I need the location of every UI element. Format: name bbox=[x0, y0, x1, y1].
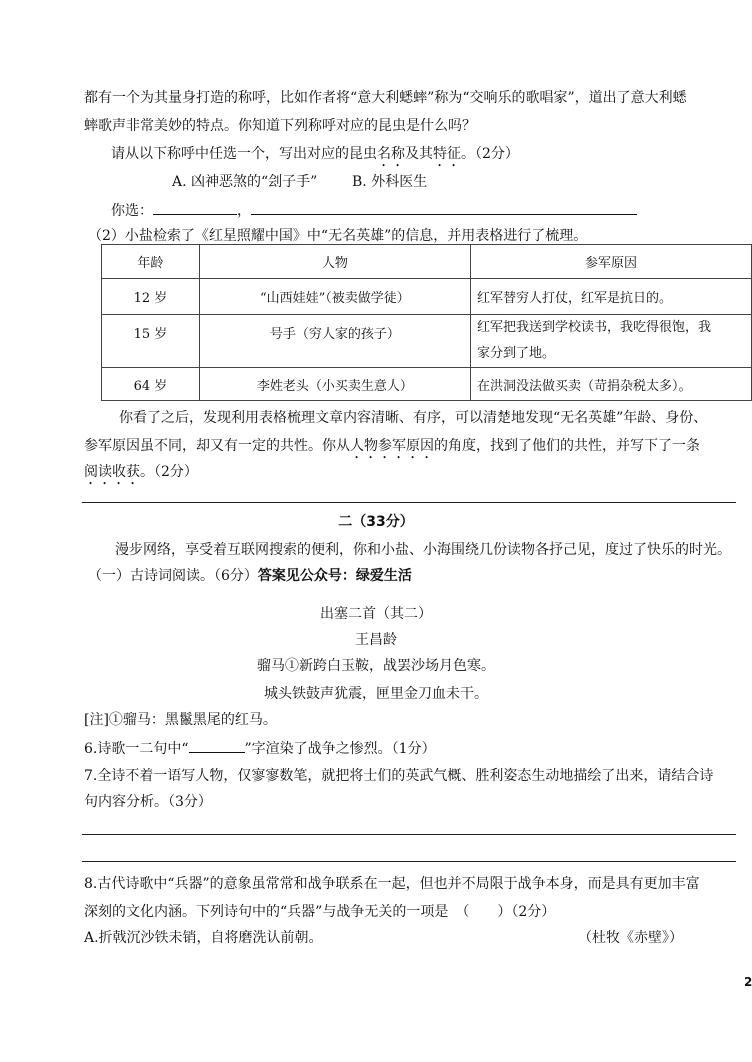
q2-para-3 bbox=[84, 462, 198, 488]
option-a: A. 凶神恶煞的“刽子手” bbox=[172, 174, 318, 190]
section-intro: 漫步网络，享受着互联网搜索的便利，你和小盐、小海围绕几份读物各抒己见，度过了快乐的时光。 bbox=[115, 542, 731, 558]
instruction-text-3: 。（2分） bbox=[461, 146, 519, 162]
cell-reason-line-2: 家分到了地。 bbox=[477, 346, 556, 361]
table-row bbox=[102, 368, 752, 401]
option-b: B. 外科医生 bbox=[352, 174, 428, 190]
sub-label-line bbox=[88, 566, 412, 586]
instruction-text-2: 及其 bbox=[405, 146, 433, 162]
table-row bbox=[102, 279, 752, 315]
instruction-emphasis-feature: 特征 bbox=[433, 146, 461, 162]
poem-line-2: 城头铁鼓声犹震，匣里金刀血未干。 bbox=[264, 686, 488, 702]
cell-person: “山西娃娃”（被卖做学徒） bbox=[199, 279, 470, 315]
cell-person: 号手（穷人家的孩子） bbox=[199, 315, 470, 368]
cell-reason-line-1: 红军把我送到学校读书，我吃得很饱，我 bbox=[477, 320, 712, 335]
q2-para-2-emphasis: 人物参军原因 bbox=[350, 438, 434, 454]
answer-line-1[interactable] bbox=[82, 834, 736, 835]
q2-text: （2）小盐检索了《红星照耀中国》中“无名英雄”的信息，并用表格进行了梳理。 bbox=[88, 228, 588, 244]
poem-line-1: 骝马①新跨白玉鞍，战罢沙场月色寒。 bbox=[257, 658, 495, 674]
instruction-emphasis-name: 名称 bbox=[377, 146, 405, 162]
sub-label: （一）古诗词阅读。（6分） bbox=[88, 568, 258, 584]
q2-para-2-text-2: 的角度，找到了他们的共性，并写下了一条 bbox=[434, 438, 700, 454]
q8-line-1: 8.古代诗歌中“兵器”的意象虽常常和战争联系在一起，但也并不局限于战争本身，而是具有更加丰富 bbox=[84, 876, 700, 892]
q2-para-1: 你看了之后，发现利用表格梳理文章内容清晰、有序，可以清楚地发现“无名英雄”年龄、身份、 bbox=[119, 410, 708, 426]
q8-option-a: A.折戟沉沙铁未销，自将磨洗认前朝。 bbox=[84, 930, 323, 946]
header-reason: 参军原因 bbox=[471, 245, 752, 279]
q7-line-2: 句内容分析。（3分） bbox=[84, 794, 212, 810]
cell-age: 64 岁 bbox=[102, 368, 200, 401]
q2-para-2-text-1: 参军原因虽不同，却又有一定的共性。你从 bbox=[84, 438, 350, 454]
header-age: 年龄 bbox=[102, 245, 200, 279]
intro-line-1: 都有一个为其量身打造的称呼，比如作者将“意大利蟋蟀”称为“交响乐的歌唱家”，道出了意大利蟋 bbox=[84, 90, 687, 106]
table-row bbox=[102, 315, 752, 368]
poem-note: [注]①骝马：黑鬣黑尾的红马。 bbox=[84, 712, 277, 728]
cell-age: 15 岁 bbox=[102, 315, 200, 368]
cell-reason: 红军替穷人打仗，红军是抗日的。 bbox=[471, 279, 752, 315]
q2-para-2 bbox=[84, 436, 700, 462]
section-divider bbox=[82, 502, 736, 503]
choice-line bbox=[111, 200, 637, 221]
intro-line-2: 蟀歌声非常美妙的特点。你知道下列称呼对应的昆虫是什么吗？ bbox=[84, 118, 476, 134]
q6-text-1: 6.诗歌一二句中“ bbox=[84, 741, 189, 757]
page-number: 2 bbox=[744, 975, 752, 989]
q6-blank[interactable] bbox=[189, 738, 245, 753]
feature-blank[interactable] bbox=[251, 200, 637, 215]
watermark-text: 答案见公众号：绿爱生活 bbox=[257, 568, 412, 584]
q6-text-2: ”字渲染了战争之惨烈。（1分） bbox=[244, 741, 436, 757]
instruction-line bbox=[111, 144, 519, 170]
choice-blank[interactable] bbox=[153, 200, 237, 215]
q6-line bbox=[84, 738, 436, 759]
q7-line-1: 7.全诗不着一语写人物，仅寥寥数笔，就把将士们的英武气概、胜利姿态生动地描绘了出来，请结合诗 bbox=[84, 768, 714, 784]
poem-author: 王昌龄 bbox=[355, 632, 397, 648]
cell-reason: 在洪洞没法做买卖（苛捐杂税太多）。 bbox=[471, 368, 752, 401]
q2-para-3-emphasis: 阅读收获 bbox=[84, 464, 140, 480]
section-heading: 二（33分） bbox=[338, 514, 414, 530]
answer-line-2[interactable] bbox=[82, 861, 736, 862]
header-person: 人物 bbox=[199, 245, 470, 279]
table-header-row bbox=[102, 245, 752, 279]
cell-person: 李姓老头（小买卖生意人） bbox=[199, 368, 470, 401]
cell-age: 12 岁 bbox=[102, 279, 200, 315]
choice-label: 你选： bbox=[111, 203, 153, 219]
poem-title: 出塞二首（其二） bbox=[320, 606, 432, 622]
q8-line-2: 深刻的文化内涵。下列诗句中的“兵器”与战争无关的一项是 （ ）（2分） bbox=[84, 904, 556, 920]
cell-reason bbox=[471, 315, 752, 368]
q8-option-a-source: （杜牧《赤壁》） bbox=[578, 930, 683, 946]
q2-para-3-text: 。（2分） bbox=[140, 464, 198, 480]
choice-comma: ， bbox=[237, 203, 251, 219]
hero-table bbox=[101, 244, 752, 401]
instruction-text-1: 请从以下称呼中任选一个，写出对应的昆虫 bbox=[111, 146, 377, 162]
